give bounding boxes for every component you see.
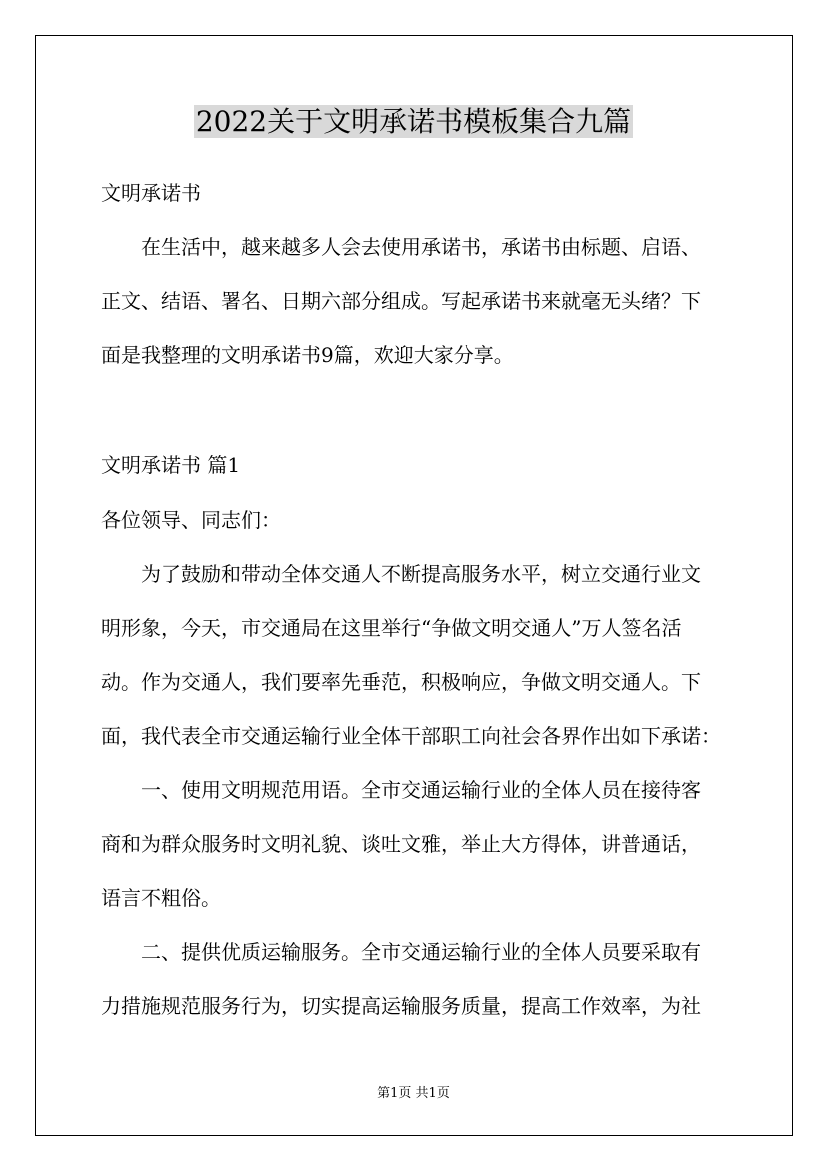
paragraph-line: 在生活中，越来越多人会去使用承诺书，承诺书由标题、启语、 bbox=[101, 235, 701, 259]
paragraph-line: 力措施规范服务行为，切实提高运输服务质量，提高工作效率，为社 bbox=[101, 994, 701, 1018]
paragraph-line: 动。作为交通人，我们要率先垂范，积极响应，争做文明交通人。下 bbox=[101, 670, 701, 694]
section-heading: 文明承诺书 bbox=[101, 181, 201, 205]
paragraph-line: 一、使用文明规范用语。全市交通运输行业的全体人员在接待客 bbox=[101, 778, 701, 802]
section-heading: 文明承诺书 篇1 bbox=[101, 453, 241, 477]
salutation: 各位领导、同志们： bbox=[101, 508, 281, 532]
paragraph-line: 商和为群众服务时文明礼貌、谈吐文雅，举止大方得体，讲普通话， bbox=[101, 832, 701, 856]
paragraph-line: 二、提供优质运输服务。全市交通运输行业的全体人员要采取有 bbox=[101, 940, 701, 964]
paragraph-line: 为了鼓励和带动全体交通人不断提高服务水平，树立交通行业文 bbox=[101, 562, 701, 586]
paragraph-line: 面，我代表全市交通运输行业全体干部职工向社会各界作出如下承诺： bbox=[101, 724, 721, 748]
paragraph-line: 面是我整理的文明承诺书9篇，欢迎大家分享。 bbox=[101, 343, 514, 367]
paragraph-line: 语言不粗俗。 bbox=[101, 886, 221, 910]
document-title: 2022关于文明承诺书模板集合九篇 bbox=[195, 105, 632, 138]
paragraph-line: 正文、结语、署名、日期六部分组成。写起承诺书来就毫无头绪？下 bbox=[101, 289, 701, 313]
paragraph-line: 明形象，今天，市交通局在这里举行“争做文明交通人”万人签名活 bbox=[101, 616, 682, 640]
page-footer: 第1页 共1页 bbox=[377, 1086, 450, 1101]
